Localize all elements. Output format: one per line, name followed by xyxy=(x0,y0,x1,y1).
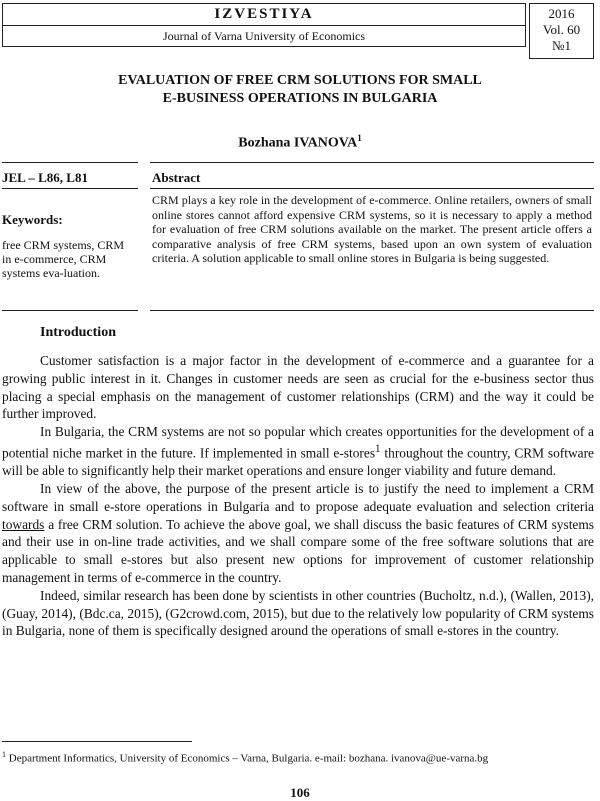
keywords-heading: Keywords: xyxy=(2,212,63,227)
paragraph-4: Indeed, similar research has been done by scientists in other countries (Bucholtz, n.d.), (Wallen, 2013), (Guay, 2014), (Bdc.ca, 2015), (G2crowd.com, 2015), but due to the relatively low popularity of CRM systems in Bulgaria, none of them is specifically designed around the operations of small e-stores in the country. xyxy=(2,587,594,639)
keywords-text: free CRM systems, CRM in e-commerce, CRM systems eva-luation. xyxy=(2,238,125,280)
table-top-rule-left xyxy=(2,162,138,163)
footnote-mark: 1 xyxy=(2,750,6,759)
journal-subtitle: Journal of Varna University of Economics xyxy=(162,29,366,43)
journal-name: IZVESTIYA xyxy=(214,6,314,22)
footnote-text: Department Informatics, University of Economics – Varna, Bulgaria. e-mail: bozhana. ivanova@ue-varna.bg xyxy=(6,752,489,765)
paragraph-3-part-b: a free CRM solution. To achieve the above goal, we shall discuss the basic features of CRM systems and their use in on-line trade activities, and we shall compare some of the free software solutions that are applicable to small e-stores but also present new options for improvement of customer relationship management in terms of e-commerce in the country. xyxy=(2,516,594,586)
footnote-ref: 1 xyxy=(375,442,381,455)
page-number: 106 xyxy=(290,785,310,800)
paragraph-3-part-a: In view of the above, the purpose of the present article is to justify the need to implement a CRM software in small e-store operations in Bulgaria and to propose adequate evaluation and selection criteria xyxy=(2,481,594,514)
table-top-rule-right xyxy=(150,162,594,163)
paragraph-2-part-b: throughout the country, CRM software will be able to significantly help their market operations and ensure longer viability and future demand. xyxy=(2,445,594,479)
issue-year: 2016 xyxy=(548,6,575,21)
abstract-heading: Abstract xyxy=(152,170,201,185)
abstract-table xyxy=(0,162,600,312)
title-line-2: E-BUSINESS OPERATIONS IN BULGARIA xyxy=(162,91,438,106)
journal-header xyxy=(2,3,526,47)
paper-title xyxy=(30,72,570,108)
paragraph-3 xyxy=(2,480,594,587)
footnote xyxy=(2,748,594,766)
footnote-divider xyxy=(2,741,192,742)
paragraph-2 xyxy=(2,423,594,480)
author-footnote-mark: 1 xyxy=(357,133,362,143)
underlined-word: towards xyxy=(2,516,45,532)
abstract-text: CRM plays a key role in the development of e-commerce. Online retailers, owners of small online stores cannot afford expensive CRM systems, so it is necessary to apply a method for evaluation of free CRM solutions available on the market. The present article offers a comparative analysis of free CRM systems, based upon an own system of evaluation criteria. A solution applicable to small online stores in Bulgaria is being suggested. xyxy=(152,193,592,265)
paragraph-1: Customer satisfaction is a major factor in the development of e-commerce and a guarantee for a growing public interest in it. Changes in customer needs are seen as crucial for the e-business sector thus placing a special emphasis on the management of customer relationships (CRM) and the way it could be further improved. xyxy=(2,353,594,422)
body-text xyxy=(2,352,594,640)
table-mid-rule-right xyxy=(150,188,594,189)
paragraph-2-part-a: In Bulgaria, the CRM systems are not so popular which creates opportunities for the development of a potential niche market in the future. If implemented in small e-stores xyxy=(2,424,594,461)
issue-box xyxy=(529,3,594,59)
table-bottom-rule-right xyxy=(150,310,594,311)
author-name: Bozhana IVANOVA xyxy=(238,135,358,151)
table-bottom-rule-left xyxy=(2,310,138,311)
header-divider xyxy=(3,25,525,26)
jel-codes: JEL – L86, L81 xyxy=(2,170,88,185)
issue-number: №1 xyxy=(552,38,571,53)
author-line xyxy=(30,133,570,152)
title-line-1: EVALUATION OF FREE CRM SOLUTIONS FOR SMALL xyxy=(118,73,482,88)
introduction-heading: Introduction xyxy=(40,325,116,340)
table-mid-rule-left xyxy=(2,188,138,189)
issue-volume: Vol. 60 xyxy=(542,22,581,37)
